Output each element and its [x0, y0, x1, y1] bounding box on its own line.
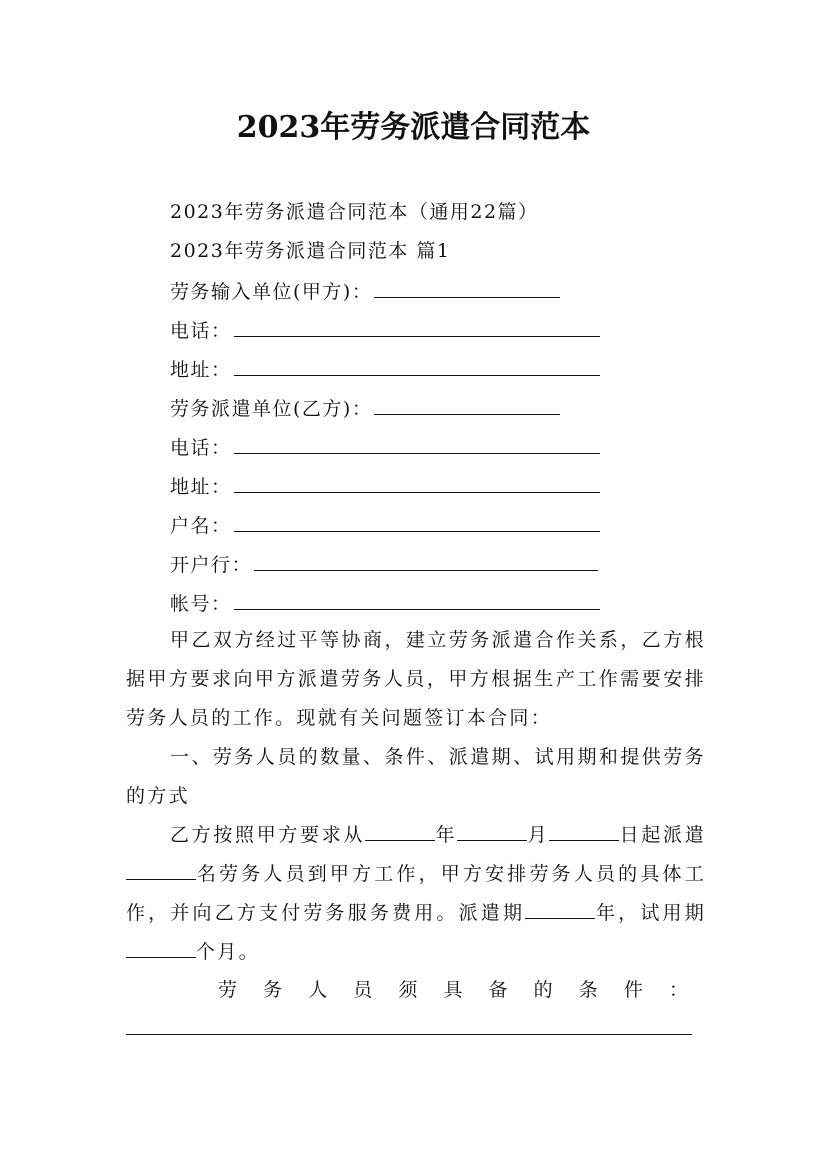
clause-text: 名劳务人员到甲方工作，甲方安排劳务人员的具体工作，并向乙方支付劳务服务费用。派遣期 [126, 863, 706, 924]
field-party-a [170, 277, 560, 305]
clause-text: 年 [435, 824, 458, 846]
field-label: 劳务派遣单位(乙方)： [170, 398, 373, 420]
fill-blank [126, 939, 196, 958]
field-label: 地址： [170, 476, 232, 498]
field-label: 地址： [170, 359, 232, 381]
field-address-b [170, 472, 600, 500]
intro-paragraph: 甲乙双方经过平等协商，建立劳务派遣合作关系，乙方根据甲方要求向甲方派遣劳务人员，甲方根据生产工作需要安排劳务人员的工作。现就有关问题签订本合同： [126, 629, 706, 729]
document-subtitle: 2023年劳务派遣合同范本（通用22篇） [170, 201, 539, 223]
conditions-char: 件 [623, 979, 643, 1001]
fill-blank [234, 511, 600, 532]
conditions-char: 员 [353, 979, 373, 1001]
clause-text: 个月。 [196, 941, 260, 963]
fill-blank [234, 589, 600, 610]
field-label: 电话： [170, 320, 232, 342]
clause-text: 年，试用期 [595, 902, 706, 924]
clause-one-heading: 一、劳务人员的数量、条件、派遣期、试用期和提供劳务的方式 [126, 746, 706, 807]
field-label: 户名： [170, 515, 232, 537]
field-label: 帐号： [170, 593, 232, 615]
section-heading: 2023年劳务派遣合同范本 篇1 [170, 240, 451, 262]
conditions-char: 务 [263, 979, 283, 1001]
conditions-char: 具 [443, 979, 463, 1001]
fill-blank [549, 822, 619, 841]
field-phone-a [170, 316, 600, 344]
field-account-name [170, 511, 600, 539]
fill-blank [126, 861, 196, 880]
conditions-char: 须 [398, 979, 418, 1001]
conditions-label [218, 975, 688, 1002]
fill-blank [457, 822, 527, 841]
conditions-char: 的 [533, 979, 553, 1001]
fill-blank [234, 316, 600, 337]
conditions-fill-line [126, 1034, 692, 1035]
field-label: 劳务输入单位(甲方)： [170, 281, 373, 303]
fill-blank [374, 277, 560, 298]
fill-blank [234, 472, 600, 493]
field-address-a [170, 355, 600, 383]
field-bank [170, 550, 598, 578]
field-label: 电话： [170, 437, 232, 459]
field-party-b [170, 394, 560, 422]
fill-blank [234, 355, 600, 376]
conditions-char: 条 [578, 979, 598, 1001]
field-label: 开户行： [170, 554, 253, 576]
conditions-char: ： [668, 979, 688, 1001]
clause-one-body [126, 816, 706, 972]
fill-blank [254, 550, 598, 571]
fill-blank [365, 822, 435, 841]
conditions-char: 人 [308, 979, 328, 1001]
fill-blank [525, 900, 595, 919]
field-phone-b [170, 433, 600, 461]
fill-blank [374, 394, 560, 415]
field-account-number [170, 589, 600, 617]
clause-text: 日起派遣 [619, 824, 706, 846]
document-title: 2023年劳务派遣合同范本 [236, 110, 591, 145]
fill-blank [234, 433, 600, 454]
conditions-char: 劳 [218, 979, 238, 1001]
clause-text: 月 [527, 824, 550, 846]
clause-text: 乙方按照甲方要求从 [170, 824, 366, 846]
conditions-char: 备 [488, 979, 508, 1001]
